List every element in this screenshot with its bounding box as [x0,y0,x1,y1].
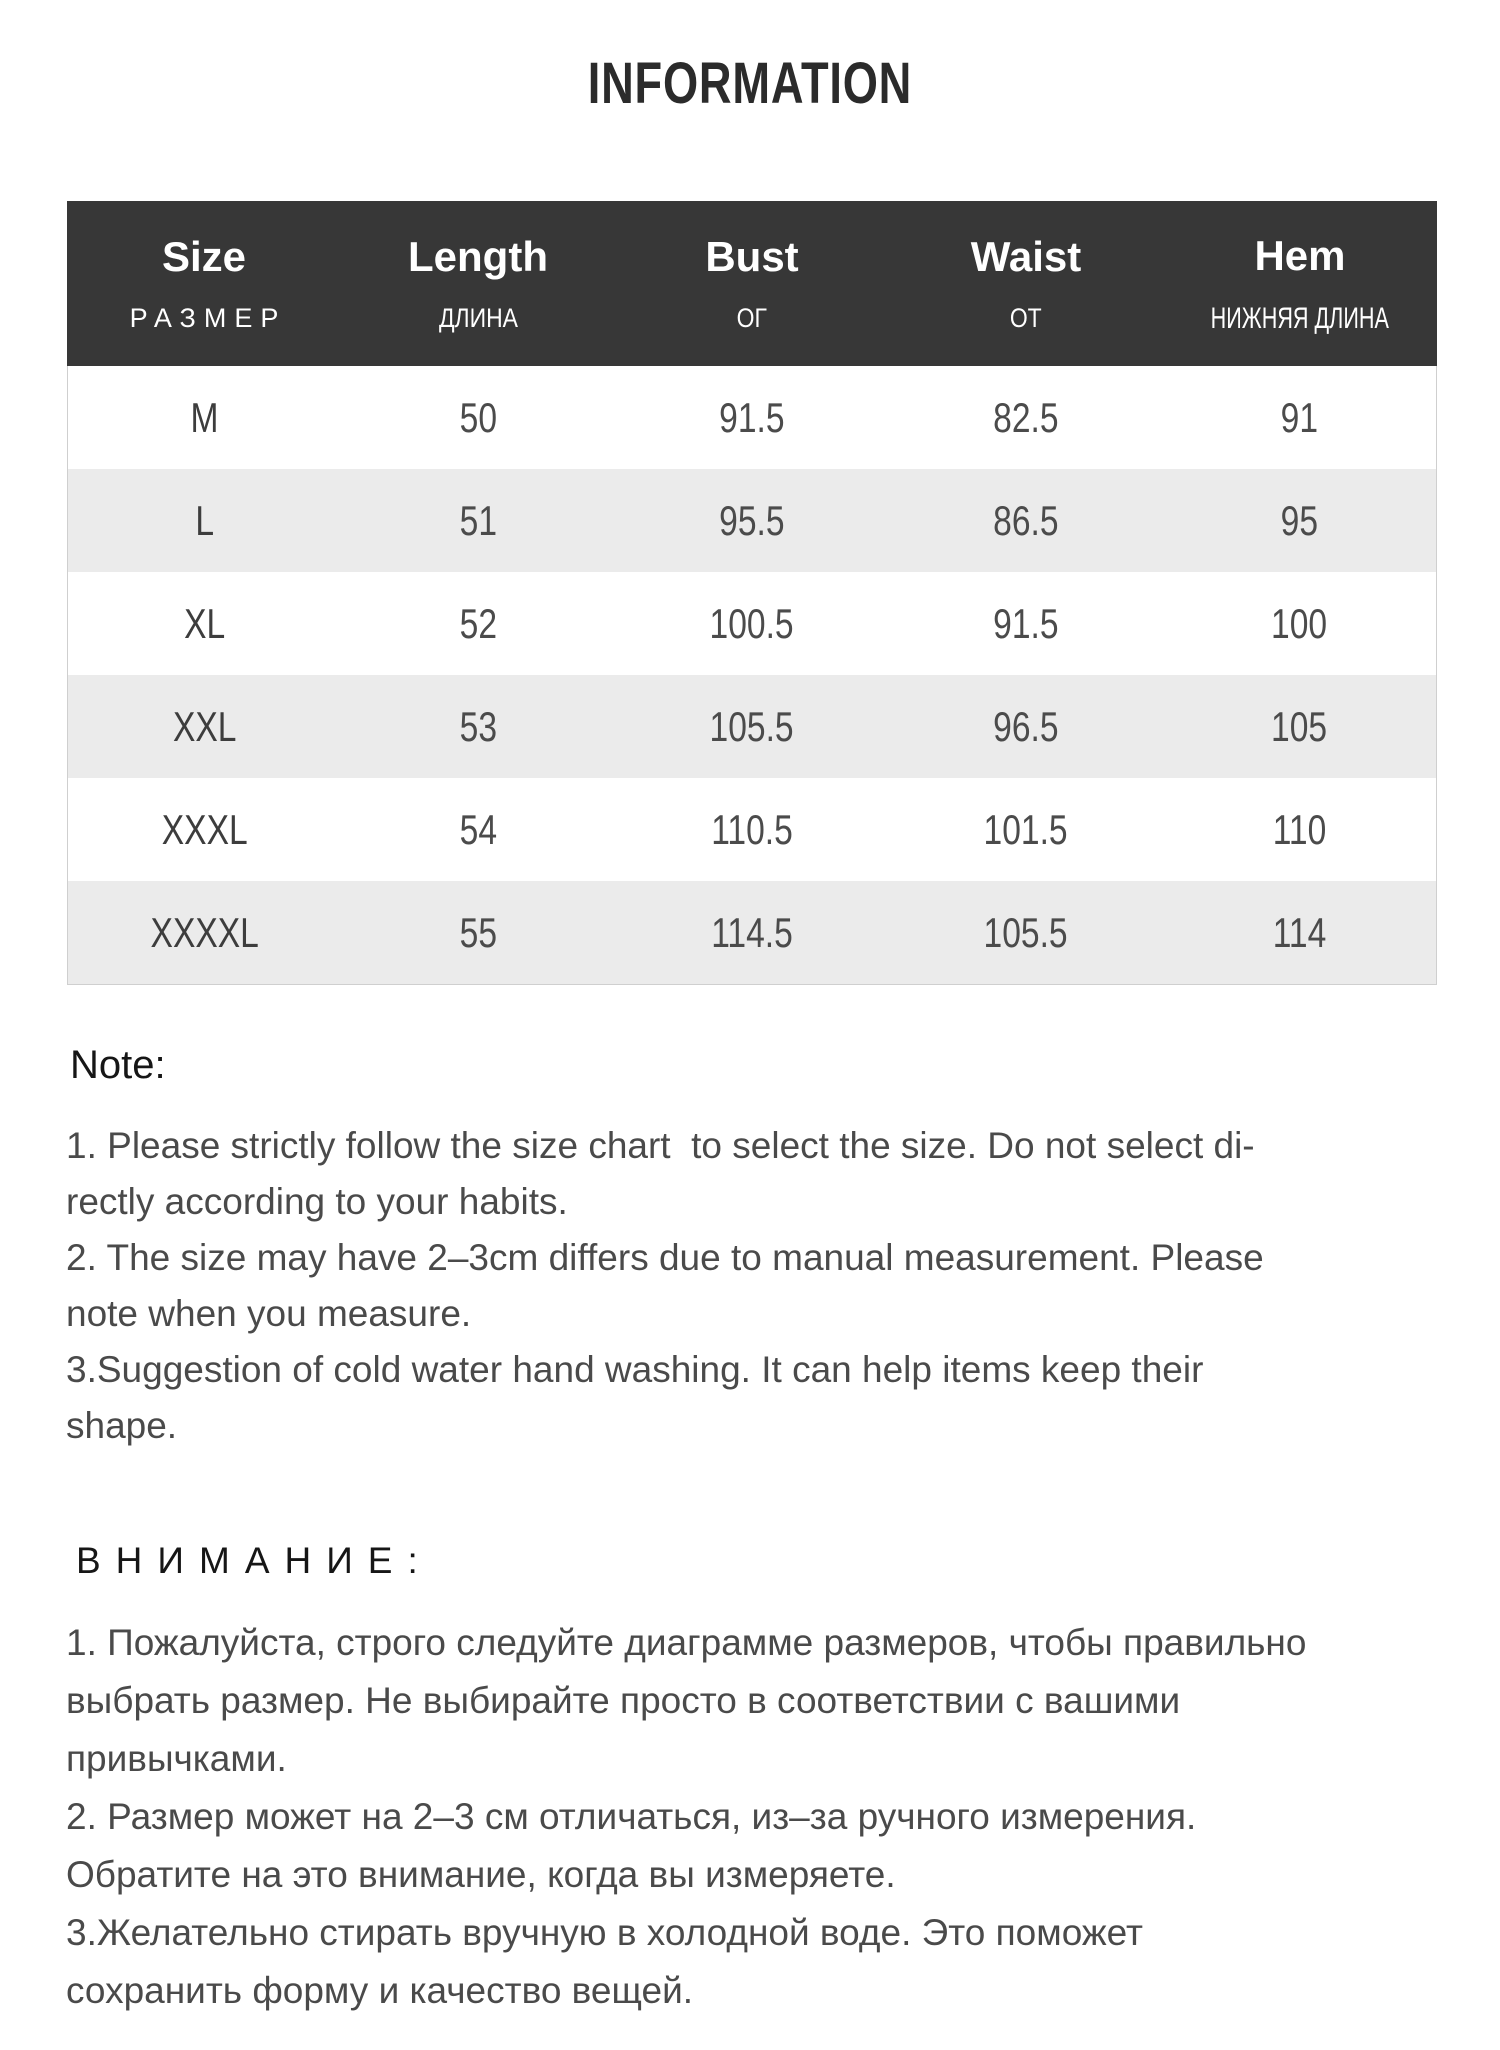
cell-waist: 82.5 [992,393,1059,441]
note-line: Обратите на это внимание, когда вы измеряете. [66,1854,896,1895]
cell-waist: 86.5 [992,496,1059,544]
cell-size: L [195,496,215,544]
cell-size: XXXL [161,805,248,853]
cell-bust: 105.5 [709,702,795,750]
note-line: rectly according to your habits. [66,1181,568,1222]
cell-waist: 101.5 [983,805,1068,853]
column-label-hem: Hem [1254,231,1346,279]
note-line: привычками. [66,1738,287,1779]
column-header-hem [1163,201,1437,366]
column-sublabel-hem: НИЖНЯЯ ДЛИНА [1210,301,1390,335]
cell-length: 51 [459,496,498,544]
cell-length: 53 [459,702,498,750]
table-row-m [68,366,1436,469]
cell-waist: 105.5 [983,908,1068,956]
table-row-xxxl [68,778,1436,881]
column-header-waist [889,201,1163,366]
table-row-xxl [68,675,1436,778]
note-line: 3.Suggestion of cold water hand washing. It can help items keep their [66,1349,1204,1390]
cell-hem: 95 [1280,496,1318,544]
note-line: 1. Please strictly follow the size chart to select the size. Do not select di- [66,1125,1255,1166]
note-heading: Note: [70,1043,166,1087]
note-line: 1. Пожалуйста, строго следуйте диаграмме размеров, чтобы правильно [66,1622,1307,1663]
table-row-l [68,469,1436,572]
cell-bust: 100.5 [709,599,795,647]
note-line: 2. The size may have 2–3cm differs due to manual measurement. Please [66,1237,1264,1278]
column-sublabel-size: РАЗМЕР [129,303,287,333]
cell-length: 52 [459,599,498,647]
cell-waist: 96.5 [992,702,1059,750]
cell-bust: 91.5 [719,393,785,441]
page-title-text: INFORMATION [587,51,913,116]
cell-hem: 105 [1271,702,1328,750]
cell-hem: 114 [1272,908,1326,956]
column-label-bust: Bust [705,233,799,280]
cell-bust: 95.5 [719,496,785,544]
note-line: 3.Желательно стирать вручную в холодной воде. Это поможет [66,1912,1143,1953]
column-label-length: Length [408,233,548,280]
cell-length: 50 [459,393,498,441]
note-line: 2. Размер может на 2–3 см отличаться, из–за ручного измерения. [66,1796,1197,1837]
attention-heading: ВНИМАНИЕ: [76,1540,433,1581]
cell-size: XXXXL [150,908,259,956]
cell-bust: 114.5 [711,908,793,956]
cell-length: 55 [459,908,498,956]
note-line: note when you measure. [66,1293,472,1334]
cell-size: XL [184,599,226,647]
size-chart-body [67,366,1437,985]
column-label-waist: Waist [970,233,1082,280]
cell-hem: 100 [1271,599,1328,647]
cell-size: XXL [173,702,237,750]
column-sublabel-waist: ОТ [1010,303,1042,333]
cell-length: 54 [459,805,498,853]
size-chart-header [67,201,1437,366]
cell-hem: 91 [1280,393,1318,441]
column-label-size: Size [161,233,247,280]
notes-english-section [0,1043,1500,1454]
page-title [0,50,1500,117]
note-line: shape. [66,1405,178,1446]
table-row-xxxxl [68,881,1436,984]
notes-russian-section [0,1540,1500,2020]
column-header-size [67,201,341,366]
column-sublabel-length: ДЛИНА [438,303,518,333]
cell-size: M [190,393,219,441]
note-line: выбрать размер. Не выбирайте просто в соответствии с вашими [66,1680,1181,1721]
cell-waist: 91.5 [992,599,1059,647]
column-sublabel-bust: ОГ [736,303,768,333]
column-header-bust [615,201,889,366]
table-row-xl [68,572,1436,675]
cell-hem: 110 [1272,805,1326,853]
column-header-length [341,201,615,366]
note-line: сохранить форму и качество вещей. [66,1970,694,2011]
size-chart-table [67,201,1437,985]
cell-bust: 110.5 [711,805,793,853]
